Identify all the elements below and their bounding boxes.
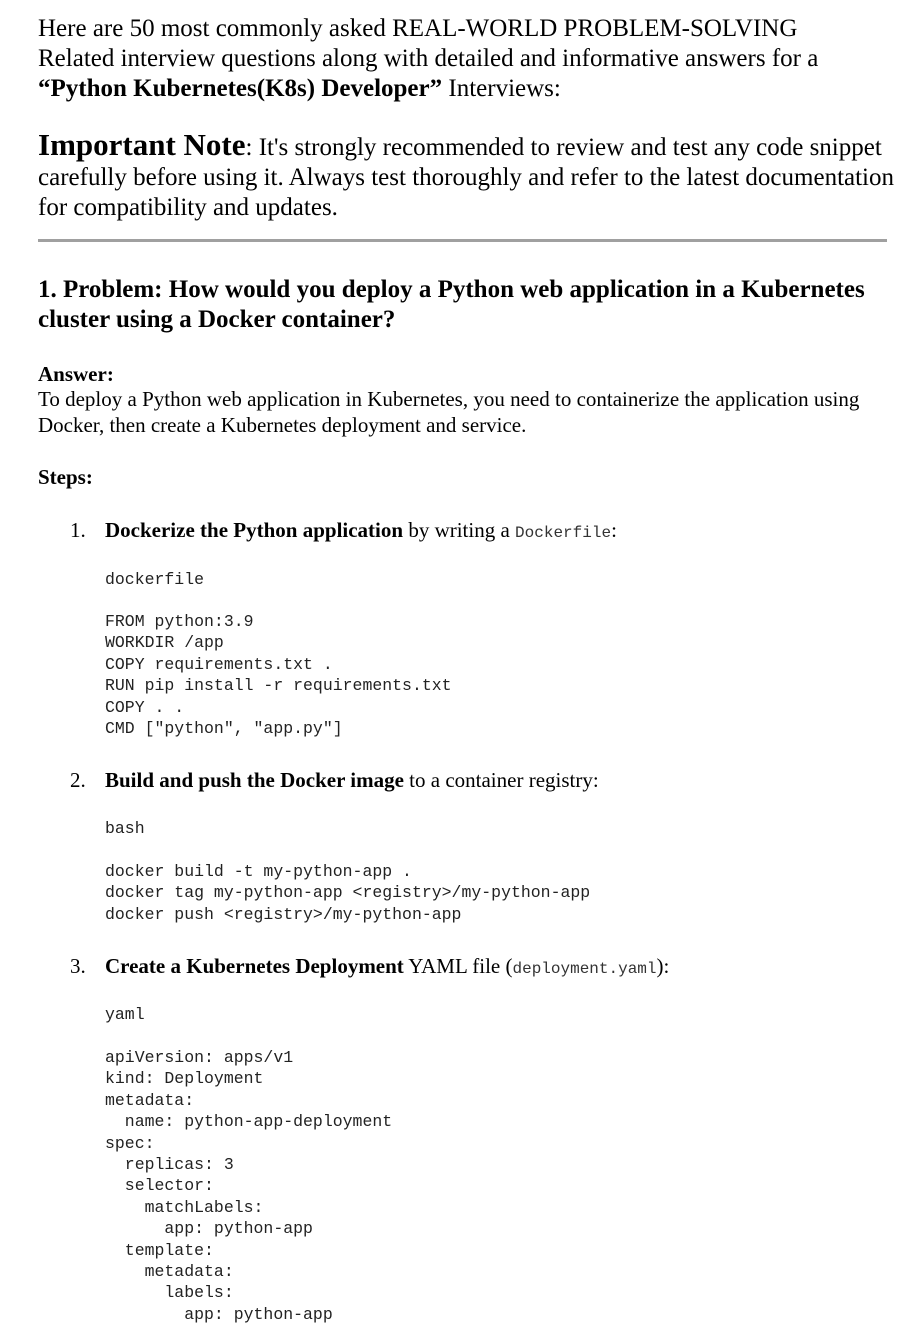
step-inline-code: deployment.yaml	[512, 960, 657, 978]
important-note	[38, 127, 908, 223]
step-3	[70, 953, 890, 982]
important-note-label: Important Note	[38, 127, 246, 162]
intro-line-2: Related interview questions along with detailed and informative answers for a	[38, 45, 819, 72]
step-number: 2.	[70, 768, 86, 792]
answer-text: To deploy a Python web application in Kubernetes, you need to containerize the application using Docker, then create a Kubernetes deployment and service.	[38, 387, 860, 437]
code-language-label: dockerfile	[105, 570, 205, 589]
step-bold-text: Dockerize the Python application	[105, 518, 404, 542]
step-text: YAML file (	[403, 954, 513, 978]
step-text: to a container registry:	[403, 768, 599, 792]
code-block: apiVersion: apps/v1 kind: Deployment metadata: name: python-app-deployment spec: replicas: 3 selector: matchLabels: app: python-app template: metadata: labels: app: python-app	[105, 1048, 393, 1324]
step-number: 3.	[70, 954, 86, 978]
step-text-after: ):	[656, 954, 670, 978]
intro-title-bold: “Python Kubernetes(K8s) Developer”	[38, 75, 443, 102]
step-2	[70, 767, 890, 793]
intro-paragraph	[38, 14, 898, 104]
code-language-label: bash	[105, 819, 145, 838]
step-number: 1.	[70, 518, 86, 542]
intro-title-suffix: Interviews:	[442, 75, 561, 102]
important-note-text: : It's strongly recommended to review and test any code snippet carefully before using it. Always test thoroughly and refer to the latest documentation for compatibility and updates.	[38, 134, 895, 221]
intro-title-line	[38, 74, 898, 104]
code-block: docker build -t my-python-app . docker tag my-python-app <registry>/my-python-app docker push <registry>/my-python-app	[105, 862, 591, 924]
problem-heading: 1. Problem: How would you deploy a Python web application in a Kubernetes cluster using a Docker container?	[38, 276, 865, 333]
answer-heading: Answer:	[38, 362, 114, 386]
step-1	[70, 517, 890, 546]
step-text: by writing a	[403, 518, 516, 542]
step-text-after: :	[611, 518, 617, 542]
steps-heading: Steps:	[38, 465, 93, 489]
horizontal-divider	[38, 239, 887, 242]
code-block: FROM python:3.9 WORKDIR /app COPY requirements.txt . RUN pip install -r requirements.txt COPY . . CMD ["python", "app.py"]	[105, 612, 452, 739]
code-language-label: yaml	[105, 1005, 145, 1024]
step-bold-text: Create a Kubernetes Deployment	[105, 954, 404, 978]
step-bold-text: Build and push the Docker image	[105, 768, 404, 792]
intro-line-1: Here are 50 most commonly asked REAL-WORLD PROBLEM-SOLVING	[38, 15, 798, 42]
step-inline-code: Dockerfile	[515, 524, 612, 542]
